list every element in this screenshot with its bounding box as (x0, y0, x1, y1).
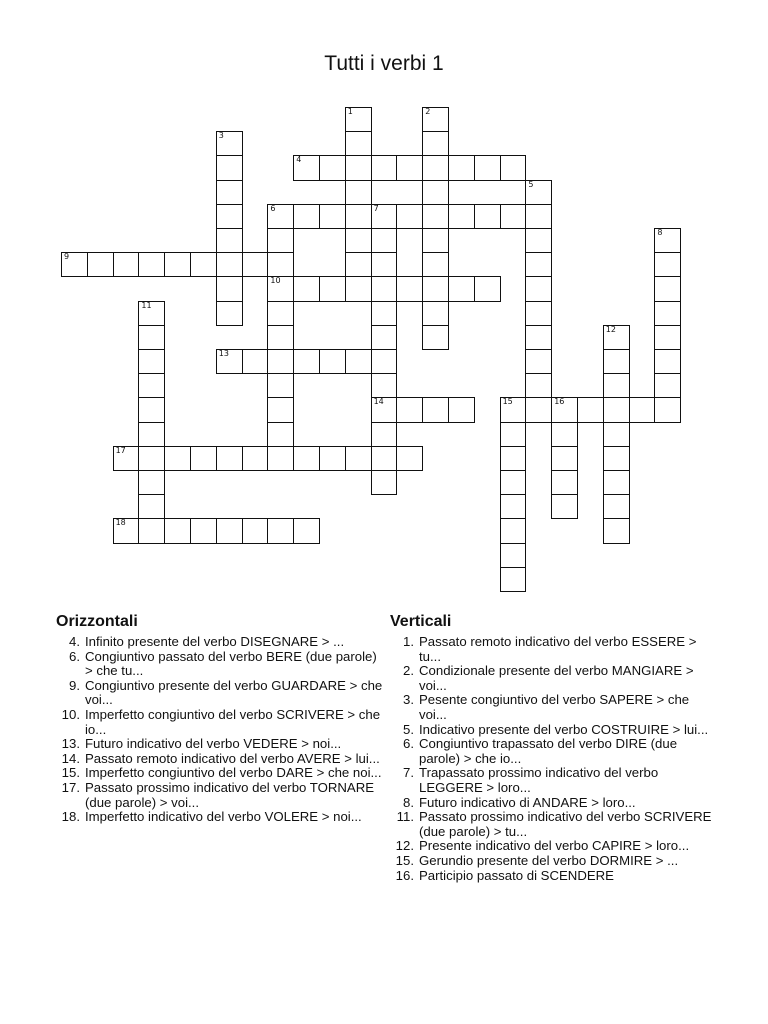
grid-cell[interactable] (474, 155, 501, 180)
clue-item (390, 723, 720, 738)
grid-cell[interactable] (216, 155, 243, 180)
grid-cell[interactable] (319, 349, 346, 374)
clue-text: Passato remoto indicativo del verbo AVERE > lui... (85, 750, 380, 766)
grid-cell[interactable] (242, 252, 269, 277)
grid-cell[interactable] (500, 422, 527, 447)
clue-number: 13. (61, 736, 80, 752)
clue-text: Congiuntivo passato del verbo BERE (due parole) > che tu... (85, 648, 377, 679)
clue-item (56, 766, 386, 781)
grid-cell[interactable] (267, 301, 294, 326)
grid-cell[interactable] (500, 446, 527, 471)
clue-item (390, 766, 720, 795)
clue-item (56, 708, 386, 737)
cell-number: 17 (115, 445, 126, 455)
across-clue-list (56, 635, 386, 825)
grid-cell[interactable] (603, 470, 630, 495)
grid-cell[interactable] (551, 397, 578, 422)
clue-text: Congiuntivo trapassato del verbo DIRE (due parole) > che io... (419, 736, 678, 766)
grid-cell[interactable] (500, 518, 527, 543)
grid-cell[interactable] (603, 397, 630, 422)
grid-cell[interactable] (603, 373, 630, 398)
grid-cell[interactable] (267, 349, 294, 374)
clue-item (56, 650, 386, 679)
grid-cell[interactable] (138, 470, 165, 495)
grid-cell[interactable] (242, 518, 269, 543)
clue-number: 9. (69, 677, 80, 693)
grid-cell[interactable] (422, 131, 449, 156)
clue-item (56, 752, 386, 767)
grid-cell[interactable] (345, 276, 372, 301)
grid-cell[interactable] (138, 252, 165, 277)
grid-cell[interactable] (396, 276, 423, 301)
cell-number: 7 (373, 203, 379, 213)
grid-cell[interactable] (525, 301, 552, 326)
cell-number: 9 (64, 252, 70, 262)
across-clues (56, 613, 386, 825)
grid-cell[interactable] (138, 349, 165, 374)
grid-cell[interactable] (371, 252, 398, 277)
grid-cell[interactable] (138, 301, 165, 326)
grid-cell[interactable] (190, 252, 217, 277)
grid-cell[interactable] (293, 446, 320, 471)
clue-number: 2. (403, 663, 414, 679)
grid-cell[interactable] (267, 204, 294, 229)
grid-cell[interactable] (345, 131, 372, 156)
grid-cell[interactable] (138, 373, 165, 398)
grid-cell[interactable] (448, 204, 475, 229)
grid-cell[interactable] (216, 228, 243, 253)
clue-text: Futuro indicativo di ANDARE > loro... (419, 794, 636, 810)
grid-cell[interactable] (371, 470, 398, 495)
clue-number: 12. (395, 838, 414, 854)
grid-cell[interactable] (113, 518, 140, 543)
clue-item (56, 737, 386, 752)
grid-cell[interactable] (654, 325, 681, 350)
grid-cell[interactable] (216, 518, 243, 543)
grid-cell[interactable] (242, 446, 269, 471)
grid-cell[interactable] (371, 422, 398, 447)
clue-number: 7. (403, 765, 414, 781)
grid-cell[interactable] (345, 252, 372, 277)
grid-cell[interactable] (525, 373, 552, 398)
grid-cell[interactable] (164, 446, 191, 471)
grid-cell[interactable] (293, 349, 320, 374)
page-title: Tutti i verbi 1 (324, 52, 444, 75)
clue-number: 14. (61, 750, 80, 766)
grid-cell[interactable] (551, 494, 578, 519)
clue-number: 6. (403, 736, 414, 752)
clue-text: Futuro indicativo del verbo VEDERE > noi... (85, 736, 342, 752)
cell-number: 11 (141, 300, 152, 310)
clue-number: 4. (69, 634, 80, 649)
cell-number: 16 (554, 397, 565, 407)
grid-cell[interactable] (603, 518, 630, 543)
grid-cell[interactable] (525, 252, 552, 277)
clue-text: Gerundio presente del verbo DORMIRE > ... (419, 852, 679, 868)
grid-cell[interactable] (216, 204, 243, 229)
grid-cell[interactable] (113, 446, 140, 471)
clue-item (56, 679, 386, 708)
grid-cell[interactable] (138, 325, 165, 350)
grid-cell[interactable] (422, 155, 449, 180)
grid-cell[interactable] (345, 228, 372, 253)
cell-number: 1 (347, 107, 353, 116)
grid-cell[interactable] (654, 276, 681, 301)
grid-cell[interactable] (500, 155, 527, 180)
grid-cell[interactable] (190, 446, 217, 471)
grid-cell[interactable] (603, 349, 630, 374)
clue-text: Imperfetto congiuntivo del verbo SCRIVERE > che io... (85, 706, 381, 737)
clue-number: 8. (403, 794, 414, 810)
clue-text: Infinito presente del verbo DISEGNARE > ... (85, 634, 345, 649)
clue-number: 3. (403, 692, 414, 708)
grid-cell[interactable] (319, 276, 346, 301)
cell-number: 10 (270, 276, 281, 286)
grid-cell[interactable] (113, 252, 140, 277)
grid-cell[interactable] (525, 397, 552, 422)
down-clue-list (390, 635, 720, 883)
cell-number: 3 (218, 131, 224, 141)
grid-cell[interactable] (500, 397, 527, 422)
grid-cell[interactable] (216, 131, 243, 156)
grid-cell[interactable] (216, 276, 243, 301)
grid-cell[interactable] (396, 446, 423, 471)
grid-cell[interactable] (216, 180, 243, 205)
grid-cell[interactable] (396, 397, 423, 422)
grid-cell[interactable] (448, 397, 475, 422)
clue-item (390, 664, 720, 693)
grid-cell[interactable] (500, 543, 527, 568)
grid-cell[interactable] (267, 325, 294, 350)
clue-number: 15. (395, 852, 414, 868)
grid-cell[interactable] (345, 204, 372, 229)
grid-cell[interactable] (371, 228, 398, 253)
grid-cell[interactable] (448, 276, 475, 301)
grid-cell[interactable] (164, 518, 191, 543)
grid-cell[interactable] (371, 446, 398, 471)
grid-cell[interactable] (190, 518, 217, 543)
clue-number: 18. (61, 809, 80, 825)
grid-cell[interactable] (293, 518, 320, 543)
cell-number: 5 (528, 179, 534, 189)
grid-cell[interactable] (267, 518, 294, 543)
grid-cell[interactable] (216, 446, 243, 471)
grid-cell[interactable] (371, 349, 398, 374)
grid-cell[interactable] (525, 325, 552, 350)
grid-cell[interactable] (551, 422, 578, 447)
grid-cell[interactable] (396, 155, 423, 180)
grid-cell[interactable] (138, 422, 165, 447)
cell-number: 8 (657, 228, 663, 237)
cell-number: 15 (502, 397, 513, 407)
clue-text: Indicativo presente del verbo COSTRUIRE > lui... (419, 721, 709, 737)
grid-cell[interactable] (345, 107, 372, 132)
cell-number: 13 (218, 349, 229, 358)
grid-cell[interactable] (422, 301, 449, 326)
clue-item (390, 693, 720, 722)
cell-number: 4 (296, 155, 302, 165)
clue-text: Pesente congiuntivo del verbo SAPERE > che voi... (419, 692, 690, 722)
clue-number: 5. (403, 721, 414, 737)
across-heading: Orizzontali (56, 613, 138, 630)
grid-cell[interactable] (345, 446, 372, 471)
clue-item (56, 635, 386, 650)
grid-cell[interactable] (164, 252, 191, 277)
grid-cell[interactable] (422, 252, 449, 277)
clue-text: Presente indicativo del verbo CAPIRE > loro... (419, 838, 690, 854)
grid-cell[interactable] (551, 446, 578, 471)
grid-cell[interactable] (654, 252, 681, 277)
grid-cell[interactable] (371, 204, 398, 229)
grid-cell[interactable] (500, 494, 527, 519)
grid-cell[interactable] (293, 276, 320, 301)
clue-number: 16. (395, 867, 414, 883)
grid-cell[interactable] (654, 228, 681, 253)
grid-cell[interactable] (371, 155, 398, 180)
grid-cell[interactable] (525, 349, 552, 374)
clue-text: Condizionale presente del verbo MANGIARE > voi... (419, 663, 694, 693)
grid-cell[interactable] (242, 349, 269, 374)
grid-cell[interactable] (551, 470, 578, 495)
clue-number: 6. (69, 648, 80, 664)
cell-number: 12 (605, 324, 616, 334)
grid-cell[interactable] (319, 155, 346, 180)
grid-cell[interactable] (422, 204, 449, 229)
grid-cell[interactable] (525, 204, 552, 229)
clue-item (390, 869, 720, 884)
grid-cell[interactable] (654, 373, 681, 398)
grid-cell[interactable] (267, 373, 294, 398)
clue-item (390, 796, 720, 811)
grid-cell[interactable] (345, 180, 372, 205)
clue-text: Passato remoto indicativo del verbo ESSERE > tu... (419, 634, 697, 664)
grid-cell[interactable] (422, 276, 449, 301)
grid-cell[interactable] (500, 567, 527, 592)
down-clues (390, 613, 720, 883)
grid-cell[interactable] (371, 276, 398, 301)
grid-cell[interactable] (345, 155, 372, 180)
grid-cell[interactable] (603, 494, 630, 519)
grid-cell[interactable] (319, 446, 346, 471)
clue-item (390, 810, 720, 839)
grid-cell[interactable] (422, 325, 449, 350)
grid-cell[interactable] (654, 301, 681, 326)
clue-text: Imperfetto congiuntivo del verbo DARE > che noi... (85, 765, 382, 781)
grid-cell[interactable] (422, 107, 449, 132)
grid-cell[interactable] (267, 397, 294, 422)
clue-text: Passato prossimo indicativo del verbo TORNARE (due parole) > voi... (85, 779, 375, 810)
grid-cell[interactable] (267, 422, 294, 447)
cell-number: 6 (270, 203, 276, 213)
grid-cell[interactable] (267, 252, 294, 277)
clue-item (390, 854, 720, 869)
clue-item (56, 810, 386, 825)
cell-number: 14 (373, 397, 384, 407)
grid-cell[interactable] (474, 204, 501, 229)
cell-number: 18 (115, 518, 126, 528)
grid-cell[interactable] (577, 397, 604, 422)
grid-cell[interactable] (216, 252, 243, 277)
grid-cell[interactable] (654, 349, 681, 374)
grid-cell[interactable] (422, 397, 449, 422)
clue-text: Imperfetto indicativo del verbo VOLERE > noi... (85, 809, 362, 825)
grid-cell[interactable] (422, 180, 449, 205)
grid-cell[interactable] (267, 276, 294, 301)
clue-text: Congiuntivo presente del verbo GUARDARE > che voi... (85, 677, 383, 708)
grid-cell[interactable] (371, 325, 398, 350)
grid-cell[interactable] (87, 252, 114, 277)
grid-cell[interactable] (603, 325, 630, 350)
clue-item (390, 635, 720, 664)
grid-cell[interactable] (396, 204, 423, 229)
clue-number: 17. (61, 779, 80, 795)
grid-cell[interactable] (525, 180, 552, 205)
clue-number: 11. (396, 809, 414, 825)
grid-cell[interactable] (603, 422, 630, 447)
clue-text: Trapassato prossimo indicativo del verbo LEGGERE > loro... (419, 765, 659, 795)
clue-item (56, 781, 386, 810)
grid-cell[interactable] (293, 204, 320, 229)
clue-number: 15. (61, 765, 80, 781)
grid-cell[interactable] (61, 252, 88, 277)
grid-cell[interactable] (500, 470, 527, 495)
grid-cell[interactable] (500, 204, 527, 229)
grid-cell[interactable] (138, 397, 165, 422)
grid-cell[interactable] (138, 494, 165, 519)
grid-cell[interactable] (138, 446, 165, 471)
grid-cell[interactable] (267, 228, 294, 253)
grid-cell[interactable] (448, 155, 475, 180)
clue-number: 10. (61, 706, 80, 722)
grid-cell[interactable] (371, 301, 398, 326)
grid-cell[interactable] (525, 228, 552, 253)
grid-cell[interactable] (629, 397, 656, 422)
grid-cell[interactable] (216, 349, 243, 374)
grid-cell[interactable] (474, 276, 501, 301)
grid-cell[interactable] (422, 228, 449, 253)
grid-cell[interactable] (654, 397, 681, 422)
grid-cell[interactable] (319, 204, 346, 229)
grid-cell[interactable] (371, 373, 398, 398)
grid-cell[interactable] (138, 518, 165, 543)
grid-cell[interactable] (371, 397, 398, 422)
clue-number: 1. (403, 634, 414, 649)
down-heading: Verticali (390, 613, 452, 630)
clue-text: Participio passato di SCENDERE (419, 867, 614, 883)
grid-cell[interactable] (525, 276, 552, 301)
grid-cell[interactable] (293, 155, 320, 180)
clue-text: Passato prossimo indicativo del verbo SCRIVERE (due parole) > tu... (419, 809, 712, 839)
grid-cell[interactable] (216, 301, 243, 326)
grid-cell[interactable] (345, 349, 372, 374)
clue-item (390, 737, 720, 766)
grid-cell[interactable] (267, 446, 294, 471)
clue-item (390, 839, 720, 854)
grid-cell[interactable] (603, 446, 630, 471)
cell-number: 2 (425, 107, 431, 116)
